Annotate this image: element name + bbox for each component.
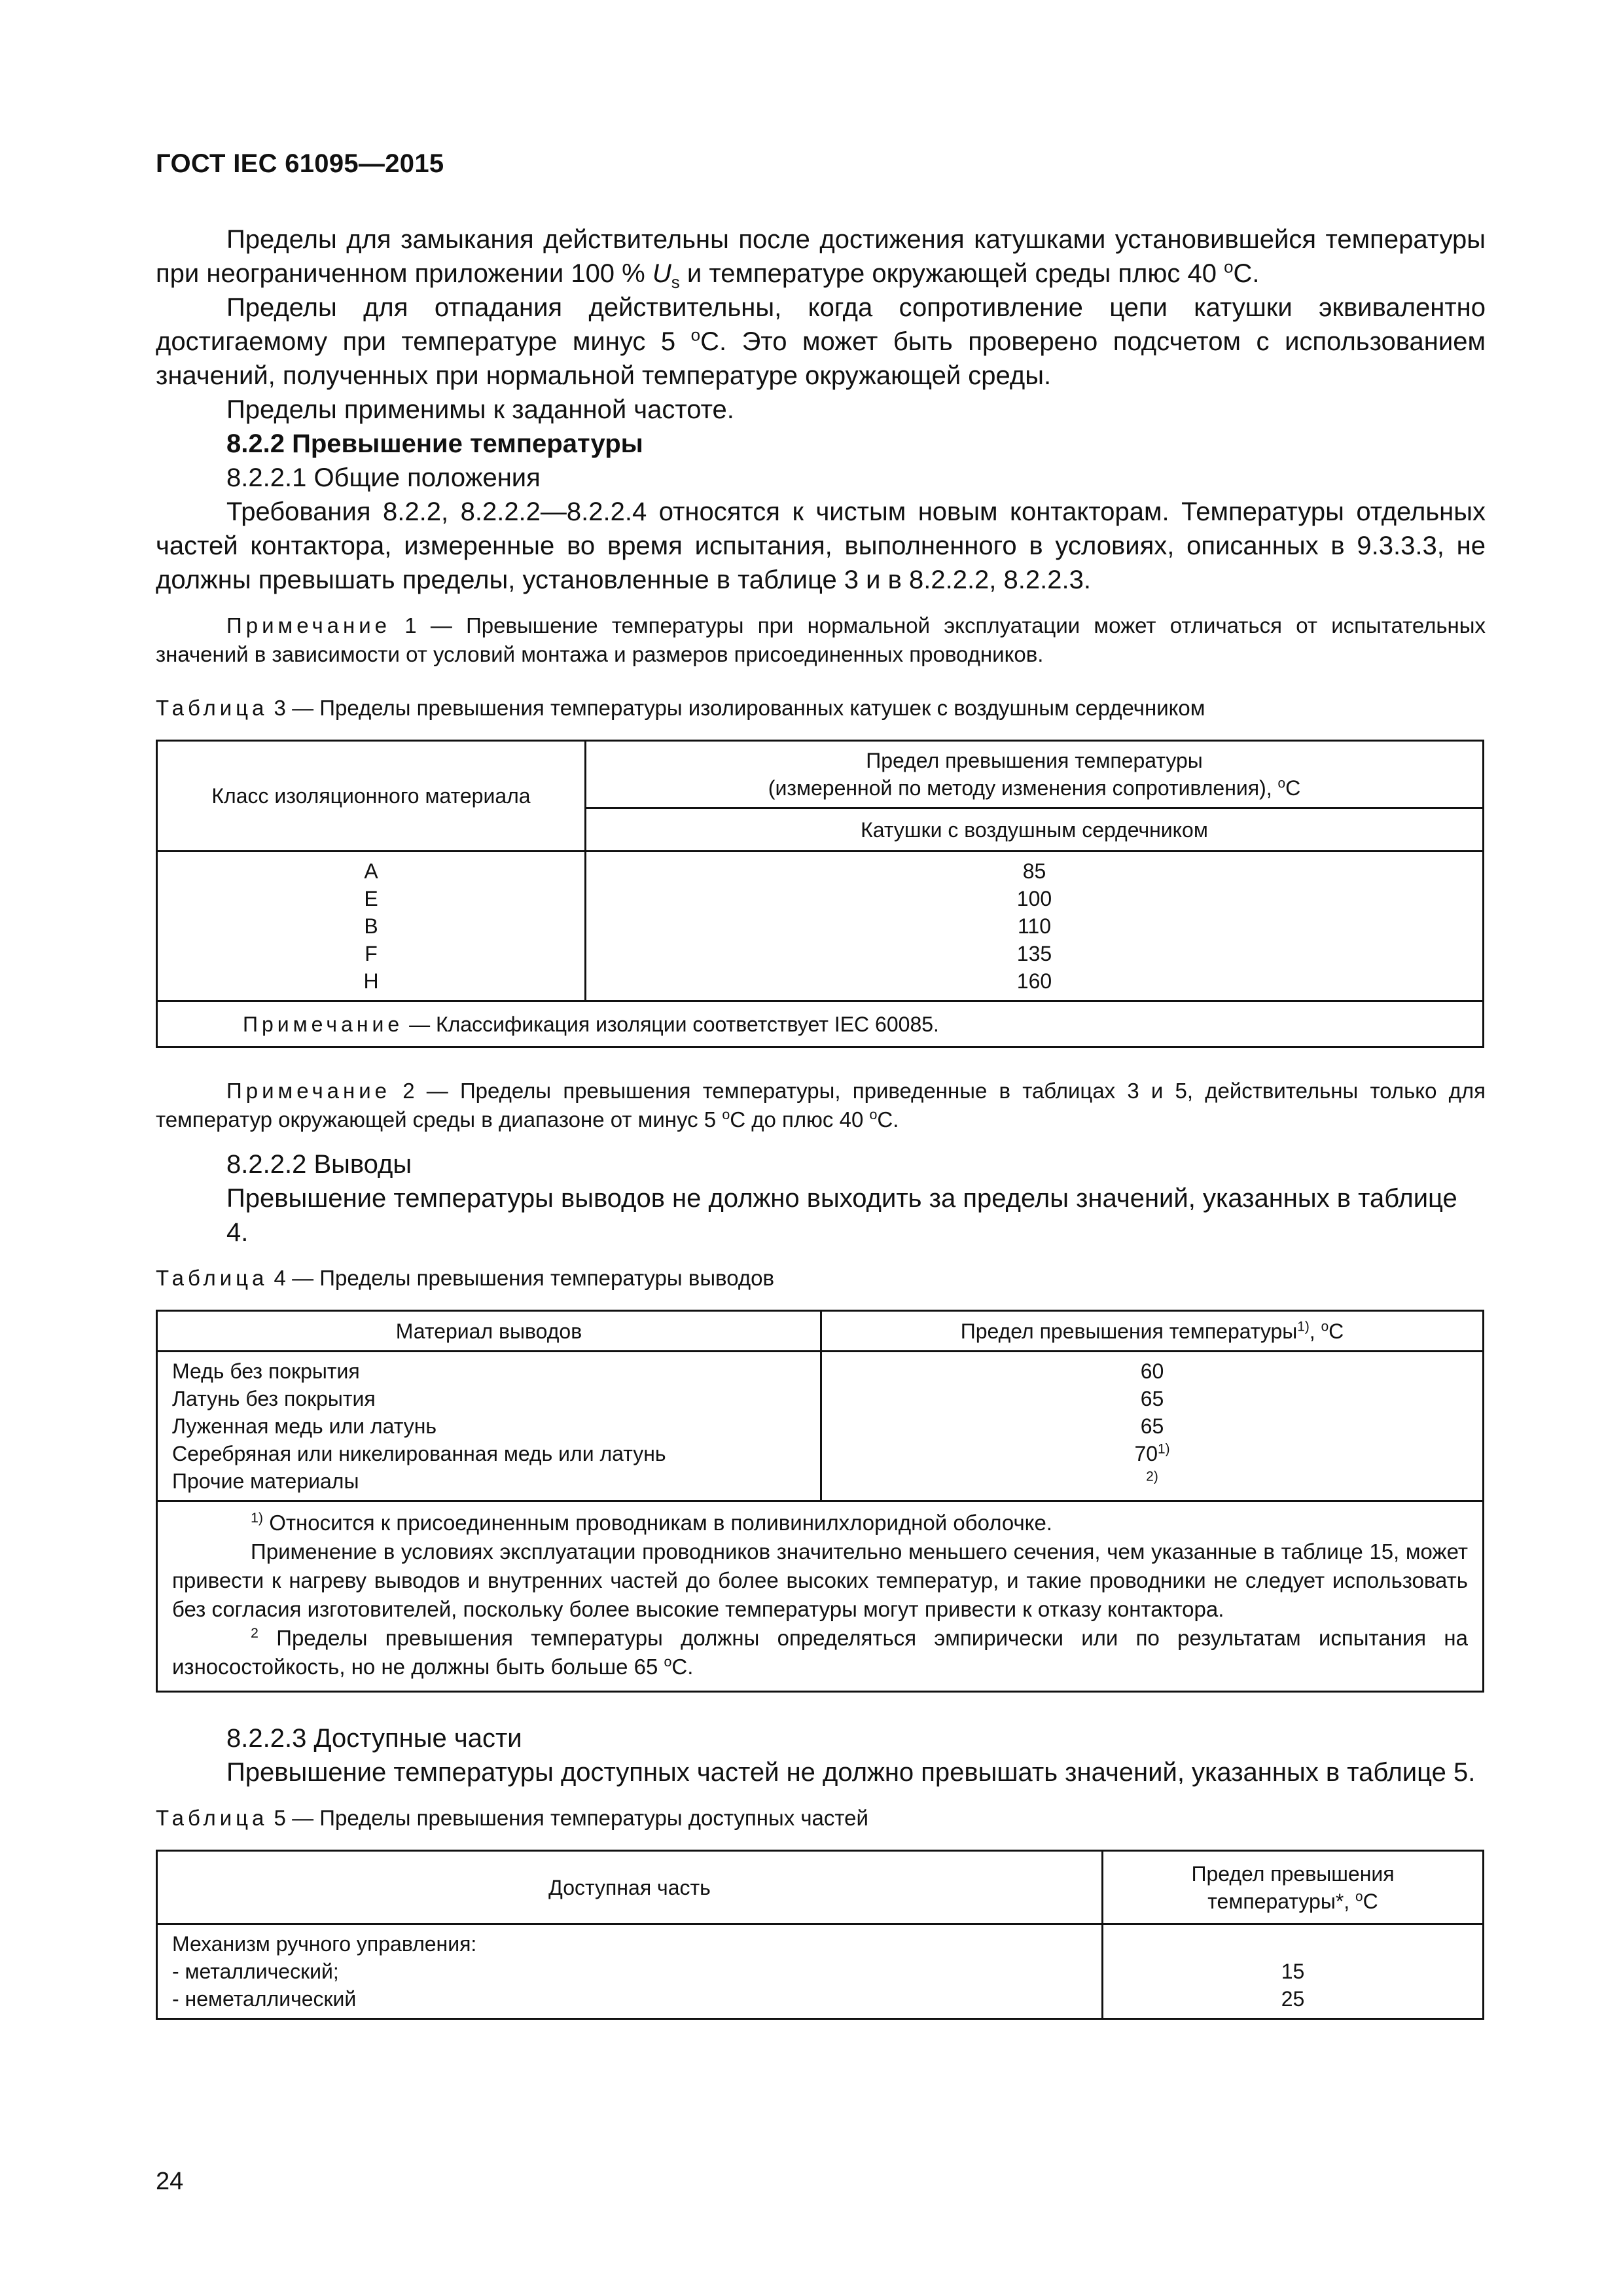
section-title-8-2-2-2: 8.2.2.2 Выводы <box>226 1150 412 1179</box>
table3-value: 135 <box>1016 942 1052 965</box>
table4-material: Луженная медь или латунь <box>172 1414 437 1438</box>
paragraph-closing-limits: Пределы для замыкания действительны после достижения катушками установившейся температуры при неограниченном приложении 100 % $U_s$ и температуре окружающей среды плюс 40 $^о$С. <box>156 225 1486 292</box>
table3-value: 110 <box>1017 914 1051 938</box>
table4-material: Серебряная или никелированная медь или латунь <box>172 1442 666 1465</box>
table3-value: 85 <box>1022 859 1046 883</box>
table3-class: Н <box>363 969 379 993</box>
table4-value: 2) <box>1146 1469 1158 1484</box>
table4-materials-cell <box>157 1352 821 1501</box>
table5-header-part: Доступная часть <box>157 1851 1103 1924</box>
paragraph-accessible-parts: Превышение температуры доступных частей не должно превышать значений, указанных в таблице 5. <box>226 1758 1476 1787</box>
table4-value: 65 <box>1140 1414 1164 1438</box>
table4-value: 65 <box>1140 1387 1164 1410</box>
table-5 <box>156 1850 1484 2020</box>
table5-part: - металлический; <box>172 1960 339 1983</box>
table-4 <box>156 1310 1484 1693</box>
paragraph-frequency: Пределы применимы к заданной частоте. <box>226 395 734 424</box>
table3-class: В <box>364 914 378 938</box>
table4-caption: Таблица 4 — Пределы превышения температуры выводов <box>156 1266 774 1290</box>
section-title-8-2-2: 8.2.2 Превышение температуры <box>226 429 643 458</box>
table3-header-class: Класс изоляционного материала <box>157 741 586 852</box>
footnote-1: $^{1)}$ Относится к присоединенным проводникам в поливинилхлоридной оболочке. <box>251 1510 1052 1535</box>
table5-caption: Таблица 5 — Пределы превышения температуры доступных частей <box>156 1806 868 1830</box>
document-body <box>156 223 1486 2020</box>
table5-header-limit: Предел превышения температуры*, $^о$С <box>1103 1851 1484 1924</box>
table5-parts-cell <box>157 1924 1103 2019</box>
table4-value: 60 <box>1140 1359 1164 1383</box>
table3-value: 100 <box>1016 887 1052 910</box>
table5-value: 15 <box>1281 1960 1305 1983</box>
section-title-8-2-2-1: 8.2.2.1 Общие положения <box>226 463 541 492</box>
note-2: Примечание 2 — Пределы превышения температуры, приведенные в таблицах 3 и 5, действительны только для температур окружающей среды в диапазоне от минус 5 $^о$С до плюс 40 $^о$С. <box>156 1079 1486 1132</box>
table3-class: Е <box>364 887 378 910</box>
table3-class: А <box>364 859 378 883</box>
table3-value: 160 <box>1016 969 1052 993</box>
table4-material: Прочие материалы <box>172 1469 359 1493</box>
table3-caption: Таблица 3 — Пределы превышения температуры изолированных катушек с воздушным сердечником <box>156 696 1205 720</box>
table4-header-material: Материал выводов <box>157 1311 821 1352</box>
table5-value: 25 <box>1281 1987 1305 2011</box>
table4-material: Латунь без покрытия <box>172 1387 376 1410</box>
document-header: ГОСТ IEC 61095—2015 <box>156 149 444 178</box>
page-number: 24 <box>156 2168 184 2195</box>
footnote-1-continued: Применение в условиях эксплуатации проводников значительно меньшего сечения, чем указанные в таблице 15, может привести к нагреву выводов и внутренних частей до более высоких температур, и такие проводники не следует использовать без согласия изготовителей, поскольку более высокие температуры могут привести к отказу контактора. <box>172 1539 1468 1621</box>
table3-values-cell <box>586 852 1484 1001</box>
section-title-8-2-2-3: 8.2.2.3 Доступные части <box>226 1724 522 1753</box>
table5-value <box>1103 1930 1482 1958</box>
table4-footnotes <box>157 1501 1484 1692</box>
table5-part: Механизм ручного управления: <box>172 1932 477 1956</box>
footnote-2: $^2$ Пределы превышения температуры должны определяться эмпирически или по результатам испытания на износостойкость, но не должны быть больше 65 $^о$С. <box>172 1625 1468 1679</box>
paragraph-terminals: Превышение температуры выводов не должно выходить за пределы значений, указанных в таблице 4. <box>226 1184 1457 1247</box>
table3-header-subcol: Катушки с воздушным сердечником <box>586 808 1484 852</box>
table-3 <box>156 740 1484 1048</box>
table4-value: 70$^{1)}$ <box>1134 1441 1170 1465</box>
paragraph-requirements: Требования 8.2.2, 8.2.2.2—8.2.2.4 относятся к чистым новым контакторам. Температуры отдельных частей контактора, измеренные во время испытания, выполненного в условиях, описанных в 9.3.3.3, не должны превышать пределы, установленные в таблице 3 и в 8.2.2.2, 8.2.2.3. <box>156 497 1486 594</box>
table5-part: - неметаллический <box>172 1987 357 2011</box>
table3-class: F <box>365 942 378 965</box>
table4-material: Медь без покрытия <box>172 1359 360 1383</box>
table4-header-limit: Предел превышения температуры$^{1)}$, $^о$С <box>821 1311 1484 1352</box>
table3-classes-cell <box>157 852 586 1001</box>
table3-note: Примечание — Классификация изоляции соответствует IEC 60085. <box>157 1001 1484 1047</box>
paragraph-dropout-limits: Пределы для отпадания действительны, когда сопротивление цепи катушки эквивалентно достигаемому при температуре минус 5 $^о$С. Это может быть проверено подсчетом с использованием значений, полученных при нормальной температуре окружающей среды. <box>156 293 1486 390</box>
table3-header-limit: Предел превышения температуры (измеренной по методу изменения сопротивления), $^о$С <box>586 741 1484 808</box>
note-1: Примечание 1 — Превышение температуры при нормальной эксплуатации может отличаться от испытательных значений в зависимости от условий монтажа и размеров присоединенных проводников. <box>156 613 1486 666</box>
table4-values-cell <box>821 1352 1484 1501</box>
table5-values-cell <box>1103 1924 1484 2019</box>
